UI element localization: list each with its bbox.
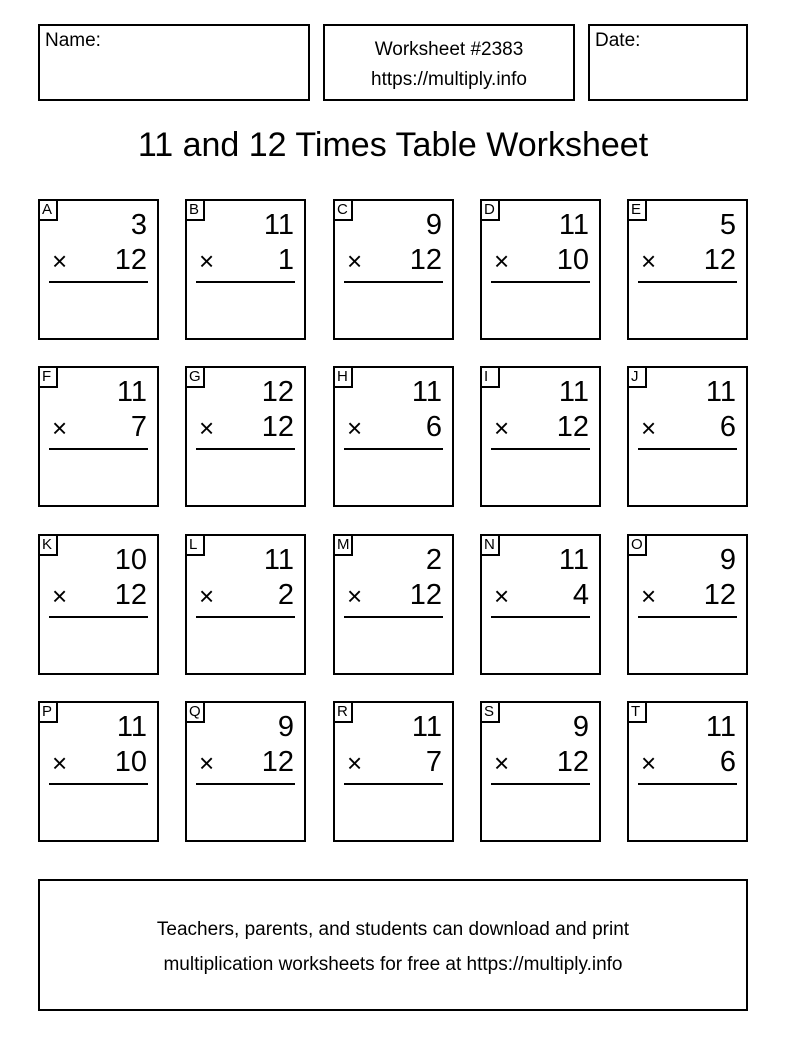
problem-letter: A: [38, 199, 58, 221]
answer-line: [344, 448, 443, 450]
problem-box[interactable]: [480, 534, 601, 675]
multiply-sign: ×: [641, 413, 657, 443]
multiplier: 12: [703, 579, 736, 611]
multiplicand: 11: [116, 711, 147, 743]
problem-box[interactable]: [185, 199, 306, 340]
problem-box[interactable]: [333, 366, 454, 507]
multiplier: 1: [277, 244, 294, 276]
answer-line: [491, 616, 590, 618]
problem-box[interactable]: [38, 534, 159, 675]
multiplier: 10: [114, 746, 147, 778]
multiplier: 6: [719, 411, 736, 443]
multiplier: 7: [130, 411, 147, 443]
multiply-sign: ×: [494, 246, 510, 276]
problem-letter: G: [185, 366, 205, 388]
problem-letter: O: [627, 534, 647, 556]
multiplicand: 9: [277, 711, 294, 743]
problem-box[interactable]: [38, 701, 159, 842]
multiply-sign: ×: [52, 581, 68, 611]
date-field[interactable]: [588, 24, 748, 101]
problem-letter: Q: [185, 701, 205, 723]
footer-line-2: multiplication worksheets for free at https://multiply.info: [163, 954, 623, 975]
answer-line: [196, 448, 295, 450]
problem-letter: S: [480, 701, 500, 723]
multiply-sign: ×: [641, 581, 657, 611]
answer-line: [638, 448, 737, 450]
worksheet-title: 11 and 12 Times Table Worksheet: [137, 126, 649, 164]
problem-letter: B: [185, 199, 205, 221]
problem-letter: P: [38, 701, 58, 723]
problem-box[interactable]: [627, 366, 748, 507]
multiply-sign: ×: [641, 246, 657, 276]
problem-box[interactable]: [38, 199, 159, 340]
problem-letter: C: [333, 199, 353, 221]
problem-box[interactable]: [627, 199, 748, 340]
problem-box[interactable]: [333, 701, 454, 842]
multiplier: 10: [556, 244, 589, 276]
problem-letter: D: [480, 199, 500, 221]
answer-line: [196, 783, 295, 785]
multiplier: 12: [556, 411, 589, 443]
multiplicand: 11: [263, 209, 294, 241]
problem-letter: K: [38, 534, 58, 556]
multiplicand: 2: [425, 544, 442, 576]
multiplier: 2: [277, 579, 294, 611]
multiplier: 6: [425, 411, 442, 443]
multiply-sign: ×: [52, 748, 68, 778]
multiplier: 12: [409, 244, 442, 276]
answer-line: [491, 448, 590, 450]
problem-grid: [38, 199, 748, 842]
multiplicand: 11: [263, 544, 294, 576]
multiplicand: 11: [705, 376, 736, 408]
problem-box[interactable]: [185, 366, 306, 507]
problem-box[interactable]: [480, 199, 601, 340]
footer-note: [38, 879, 748, 1011]
multiplier: 12: [261, 411, 294, 443]
problem-letter: L: [185, 534, 205, 556]
answer-line: [49, 783, 148, 785]
multiplicand: 11: [705, 711, 736, 743]
answer-line: [344, 281, 443, 283]
multiplier: 12: [409, 579, 442, 611]
date-label: Date:: [595, 30, 641, 51]
problem-box[interactable]: [333, 534, 454, 675]
multiplicand: 9: [425, 209, 442, 241]
name-field[interactable]: [38, 24, 310, 101]
problem-box[interactable]: [333, 199, 454, 340]
multiply-sign: ×: [199, 581, 215, 611]
answer-line: [49, 616, 148, 618]
multiply-sign: ×: [52, 246, 68, 276]
problem-box[interactable]: [480, 366, 601, 507]
multiplicand: 11: [558, 209, 589, 241]
problem-letter: E: [627, 199, 647, 221]
answer-line: [638, 281, 737, 283]
multiplicand: 9: [572, 711, 589, 743]
answer-line: [49, 281, 148, 283]
footer-line-1: Teachers, parents, and students can download and print: [156, 919, 630, 940]
multiplier: 6: [719, 746, 736, 778]
multiplicand: 11: [558, 544, 589, 576]
multiplicand: 11: [558, 376, 589, 408]
multiply-sign: ×: [199, 413, 215, 443]
problem-letter: H: [333, 366, 353, 388]
multiply-sign: ×: [199, 246, 215, 276]
multiplicand: 3: [130, 209, 147, 241]
answer-line: [491, 281, 590, 283]
multiplicand: 9: [719, 544, 736, 576]
worksheet-url: https://multiply.info: [371, 69, 527, 90]
multiplicand: 10: [114, 544, 147, 576]
multiply-sign: ×: [347, 748, 363, 778]
problem-letter: M: [333, 534, 353, 556]
multiplicand: 11: [116, 376, 147, 408]
multiplicand: 11: [411, 376, 442, 408]
name-label: Name:: [45, 30, 101, 51]
problem-letter: T: [627, 701, 647, 723]
problem-letter: F: [38, 366, 58, 388]
multiply-sign: ×: [494, 748, 510, 778]
answer-line: [638, 616, 737, 618]
problem-box[interactable]: [38, 366, 159, 507]
answer-line: [196, 281, 295, 283]
multiplier: 12: [556, 746, 589, 778]
worksheet-number: Worksheet #2383: [374, 39, 524, 60]
problem-box[interactable]: [627, 534, 748, 675]
multiplicand: 5: [719, 209, 736, 241]
multiply-sign: ×: [641, 748, 657, 778]
answer-line: [196, 616, 295, 618]
problem-box[interactable]: [185, 534, 306, 675]
answer-line: [344, 616, 443, 618]
multiplier: 12: [114, 244, 147, 276]
problem-letter: R: [333, 701, 353, 723]
multiply-sign: ×: [199, 748, 215, 778]
problem-box[interactable]: [185, 701, 306, 842]
problem-letter: I: [480, 366, 500, 388]
answer-line: [638, 783, 737, 785]
multiply-sign: ×: [347, 413, 363, 443]
answer-line: [344, 783, 443, 785]
multiplier: 7: [425, 746, 442, 778]
worksheet-info-box: [323, 24, 575, 101]
problem-letter: N: [480, 534, 500, 556]
problem-box[interactable]: [480, 701, 601, 842]
multiplier: 12: [114, 579, 147, 611]
multiply-sign: ×: [347, 246, 363, 276]
answer-line: [491, 783, 590, 785]
multiplier: 4: [572, 579, 589, 611]
multiplicand: 12: [261, 376, 294, 408]
multiplicand: 11: [411, 711, 442, 743]
multiply-sign: ×: [347, 581, 363, 611]
multiplier: 12: [703, 244, 736, 276]
problem-box[interactable]: [627, 701, 748, 842]
multiply-sign: ×: [494, 413, 510, 443]
multiply-sign: ×: [52, 413, 68, 443]
multiply-sign: ×: [494, 581, 510, 611]
multiplier: 12: [261, 746, 294, 778]
answer-line: [49, 448, 148, 450]
problem-letter: J: [627, 366, 647, 388]
